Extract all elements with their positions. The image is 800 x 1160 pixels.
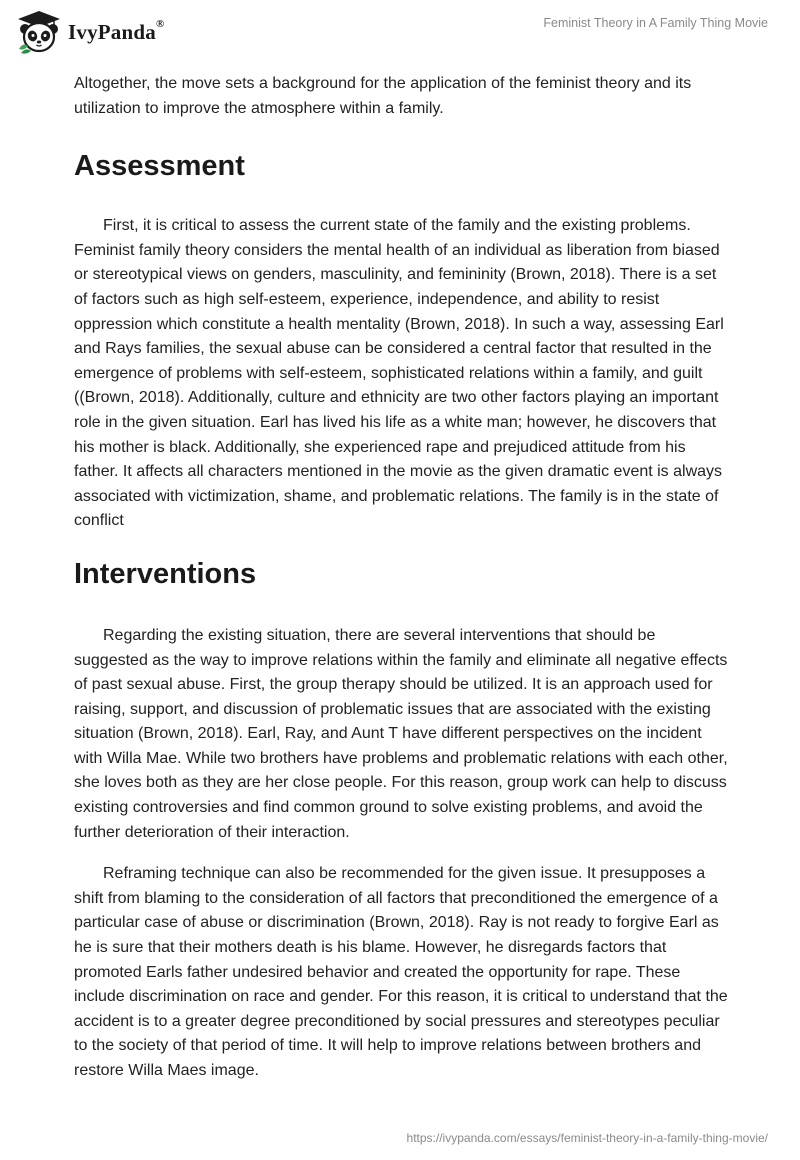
source-url[interactable]: https://ivypanda.com/essays/feminist-theory-in-a-family-thing-movie/ xyxy=(406,1131,768,1145)
panda-graduate-icon xyxy=(16,9,62,55)
paragraph-spacer xyxy=(74,845,730,862)
heading-interventions: Interventions xyxy=(74,557,257,590)
essay-content xyxy=(74,68,730,1084)
assessment-paragraph: First, it is critical to assess the current state of the family and the existing problems. Feminist family theory considers the mental health of an individual as liberation from biased or stereotypical views on genders, masculinity, and femininity (Brown, 2018). There is a set of factors such as high self-esteem, experience, independence, and ability to resist oppression which constitute a health mentality (Brown, 2018). In such a way, assessing Earl and Rays families, the sexual abuse can be considered a central factor that resulted in the emergence of problems with self-esteem, sophisticated relations within a family, and guilt ((Brown, 2018). Additionally, culture and ethnicity are two other factors playing an important role in the given situation. Earl has lived his life as a white man; however, he discovers that his mother is black. Additionally, she experienced rape and prejudiced attitude from his father. It affects all characters mentioned in the movie as the given dramatic event is always associated with victimization, shame, and problematic relations. The family is in the state of conflict xyxy=(74,217,724,530)
page-header xyxy=(0,0,800,64)
brand-name: IvyPanda® xyxy=(68,17,165,44)
document-title: Feminist Theory in A Family Thing Movie xyxy=(543,16,768,30)
ivypanda-logo[interactable] xyxy=(16,9,164,55)
interventions-paragraph-2: Reframing technique can also be recommended for the given issue. It presupposes a shift from blaming to the consideration of all factors that preconditioned the emergence of a particular case of abuse or discrimination (Brown, 2018). Ray is not ready to forgive Earl as he is sure that their mothers death is his blame. However, he disregards factors that promoted Earls father undesired behavior and created the opportunity for rape. These include discrimination on race and gender. For this reason, it is critical to understand that the accident is to a greater degree preconditioned by social pressures and stereotypes peculiar to the society of that period of time. It will help to improve relations between brothers and restore Willa Maes image. xyxy=(74,865,728,1079)
intro-paragraph: Altogether, the move sets a background for the application of the feminist theory and its utilization to improve the atmosphere within a family. xyxy=(74,75,692,117)
heading-assessment: Assessment xyxy=(74,150,245,183)
interventions-paragraph-1: Regarding the existing situation, there are several interventions that should be suggested as the way to improve relations within the family and eliminate all negative effects of past sexual abuse. First, the group therapy should be utilized. It is an approach used for raising, support, and discussion of problematic issues that are associated with the existing situation (Brown, 2018). Earl, Ray, and Aunt T have different perspectives on the incident with Willa Mae. While two brothers have problems and problematic relations with each other, she loves both as they are her close people. For this reason, group work can help to discuss existing controversies and find common ground to solve existing problems, and avoid the further deterioration of their interaction. xyxy=(74,626,728,841)
